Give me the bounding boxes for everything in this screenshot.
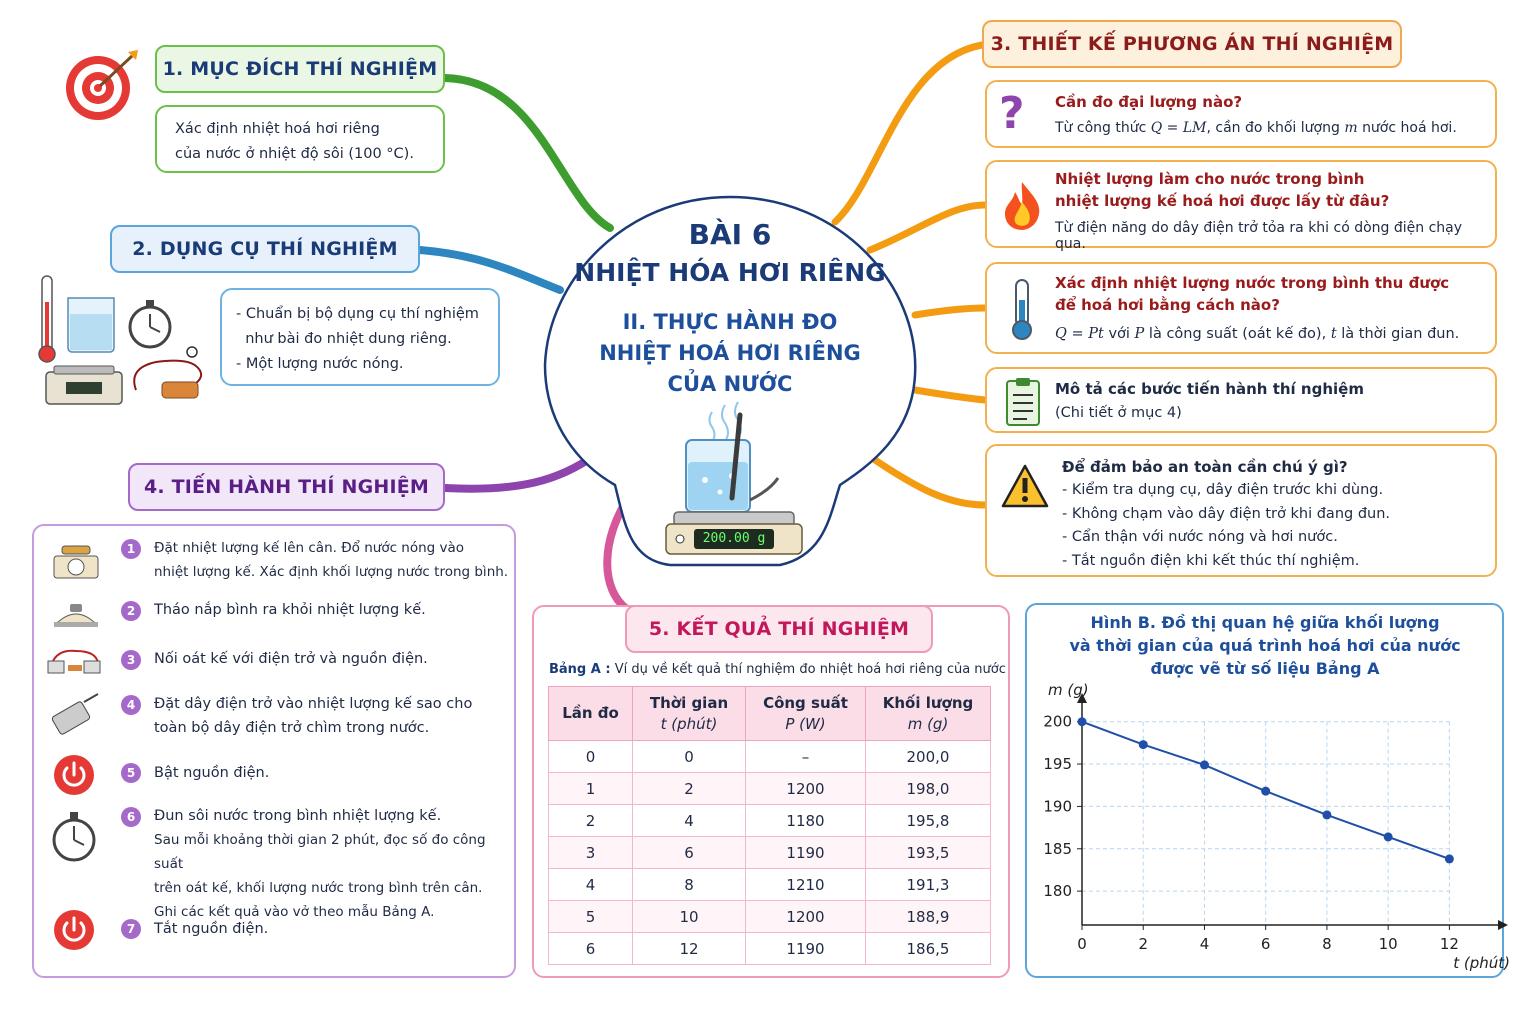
table-row <box>549 741 991 773</box>
table-cell: 1200 <box>746 773 866 805</box>
resistor-coil-icon <box>134 347 201 398</box>
x-tick-label: 10 <box>1378 935 1398 953</box>
central-topic <box>540 185 920 575</box>
table-row <box>549 773 991 805</box>
step-text: Đặt nhiệt lượng kế lên cân. Đổ nước nóng vào nhiệt lượng kế. Xác định khối lượng nước trong bình. <box>154 540 509 580</box>
header-cell: Công suất P (W) <box>746 687 866 741</box>
table-cell: 4 <box>549 869 633 901</box>
stopwatch-icon <box>50 808 98 866</box>
table-cell: 1200 <box>746 901 866 933</box>
y-tick-label: 185 <box>1043 839 1072 858</box>
x-tick-label: 0 <box>1077 935 1087 953</box>
data-point <box>1078 717 1087 726</box>
thermometer-icon <box>1009 278 1035 342</box>
table-cell: 10 <box>633 901 746 933</box>
table-cell: 1210 <box>746 869 866 901</box>
step-number: 7 <box>121 919 141 939</box>
beaker-icon <box>68 298 114 352</box>
step-text: Tắt nguồn điện. <box>154 921 269 937</box>
step-text: Tháo nắp bình ra khỏi nhiệt lượng kế. <box>154 602 426 618</box>
section4-steps <box>32 524 516 978</box>
card-answer: Từ điện năng do dây điện trở tỏa ra khi có dòng điện chạy qua. <box>1055 220 1463 252</box>
safety-list <box>1062 479 1390 573</box>
step-text: Bật nguồn điện. <box>154 765 270 781</box>
safety-item: - Kiểm tra dụng cụ, dây điện trước khi dùng. <box>1062 482 1384 498</box>
header-cell: Khối lượng m (g) <box>866 687 991 741</box>
safety-item: - Tắt nguồn điện khi kết thúc thí nghiệm. <box>1062 552 1360 569</box>
header-cell: Thời gian t (phút) <box>633 687 746 741</box>
design-card-heat-measure <box>985 262 1497 354</box>
table-header-row <box>549 687 991 741</box>
section1-content <box>155 105 445 173</box>
mass-time-chart <box>1025 603 1510 978</box>
lesson-subtitle <box>560 307 900 400</box>
wattmeter-wiring-icon <box>46 647 104 677</box>
results-table <box>548 686 991 965</box>
card-answer: Q = Pt với P là công suất (oát kế đo), t là thời gian đun. <box>1055 326 1460 342</box>
table-cell: 2 <box>549 805 633 837</box>
table-row <box>549 805 991 837</box>
step-number: 1 <box>121 539 141 559</box>
scale-icon <box>52 538 100 580</box>
y-tick-label: 190 <box>1043 797 1072 816</box>
design-card-safety <box>985 444 1497 577</box>
section2-header: 2. DỤNG CỤ THÍ NGHIỆM <box>110 225 420 273</box>
table-cell: 8 <box>633 869 746 901</box>
lesson-number: BÀI 6 <box>688 218 772 251</box>
lab-equipment-icons <box>32 272 212 412</box>
power-button-icon <box>52 908 96 952</box>
table-cell: 4 <box>633 805 746 837</box>
scale-display: 200.00 g <box>702 531 766 546</box>
chart-title: Hình B. Đồ thị quan hệ giữa khối lượng và thời gian của quá trình hoá hơi của nước được vẽ từ số liệu Bảng A <box>1069 613 1461 678</box>
table-row <box>549 869 991 901</box>
y-tick-label: 195 <box>1043 755 1072 774</box>
table-cell: 1190 <box>746 837 866 869</box>
card-question: Mô tả các bước tiến hành thí nghiệm <box>1055 380 1364 398</box>
clipboard-icon <box>1005 377 1041 427</box>
table-cell: 191,3 <box>866 869 991 901</box>
design-card-heat-source <box>985 160 1497 252</box>
x-axis-label: t (phút) <box>1453 954 1510 972</box>
section4-header: 4. TIẾN HÀNH THÍ NGHIỆM <box>128 463 445 511</box>
subtitle-line: NHIỆT HOÁ HƠI RIÊNG <box>599 341 861 365</box>
x-tick-label: 6 <box>1260 935 1271 953</box>
table-row <box>549 933 991 965</box>
scale-icon <box>46 366 122 404</box>
table-cell: 5 <box>549 901 633 933</box>
y-axis-label: m (g) <box>1048 681 1089 699</box>
table-cell: 198,0 <box>866 773 991 805</box>
safety-item: - Cẩn thận với nước nóng và hơi nước. <box>1062 529 1338 545</box>
step-number: 6 <box>121 807 141 827</box>
card-question: Xác định nhiệt lượng nước trong bình thu được để hoá hơi bằng cách nào? <box>1055 274 1450 314</box>
table-cell: – <box>746 741 866 773</box>
card-question: Để đảm bảo an toàn cần chú ý gì? <box>1062 458 1348 476</box>
step-text: Đun sôi nước trong bình nhiệt lượng kế. Sau mỗi khoảng thời gian 2 phút, đọc số đo công suất trên oát kế, khối lượng nước trong bình trên cân. Ghi các kết quả vào vở theo mẫu Bảng A. <box>154 808 486 920</box>
subtitle-line: CỦA NƯỚC <box>667 372 793 396</box>
table-cell: 1 <box>549 773 633 805</box>
table-cell: 1180 <box>746 805 866 837</box>
design-card-quantity <box>985 80 1497 148</box>
section1-line: Xác định nhiệt hoá hơi riêng <box>175 121 380 137</box>
fire-icon <box>1001 180 1043 232</box>
data-point <box>1322 810 1331 819</box>
thermometer-icon <box>39 276 55 362</box>
table-cell: 12 <box>633 933 746 965</box>
stopwatch-icon <box>130 300 170 347</box>
table-cell: 1190 <box>746 933 866 965</box>
section1-header: 1. MỤC ĐÍCH THÍ NGHIỆM <box>155 45 445 93</box>
data-point <box>1200 760 1209 769</box>
step-text: Đặt dây điện trở vào nhiệt lượng kế sao cho toàn bộ dây điện trở chìm trong nước. <box>154 696 473 736</box>
card-question: Cần đo đại lượng nào? <box>1055 93 1243 111</box>
warning-icon <box>1001 464 1049 508</box>
x-tick-label: 12 <box>1439 935 1459 953</box>
heating-resistor-icon <box>48 692 102 738</box>
step-number: 4 <box>121 695 141 715</box>
table-cell: 193,5 <box>866 837 991 869</box>
table-cell: 2 <box>633 773 746 805</box>
section5-header: 5. KẾT QUẢ THÍ NGHIỆM <box>625 605 933 653</box>
design-card-procedure <box>985 367 1497 433</box>
safety-item: - Không chạm vào dây điện trở khi đang đun. <box>1062 505 1391 522</box>
step-number: 3 <box>121 650 141 670</box>
table-row <box>549 837 991 869</box>
target-icon <box>62 48 142 124</box>
step-number: 5 <box>121 763 141 783</box>
table-cell: 6 <box>549 933 633 965</box>
card-answer: Từ công thức Q = LM, cần đo khối lượng m nước hoá hơi. <box>1055 120 1457 136</box>
x-tick-label: 4 <box>1199 935 1210 953</box>
section2-line: - Chuẩn bị bộ dụng cụ thí nghiệm <box>236 306 479 322</box>
lesson-title: NHIỆT HÓA HƠI RIÊNG <box>574 258 886 287</box>
table-cell: 188,9 <box>866 901 991 933</box>
header-cell: Lần đo <box>549 687 633 741</box>
section2-line: - Một lượng nước nóng. <box>236 356 404 372</box>
table-cell: 6 <box>633 837 746 869</box>
data-point <box>1445 854 1454 863</box>
table-cell: 0 <box>633 741 746 773</box>
section2-line: như bài đo nhiệt dung riêng. <box>236 331 452 347</box>
x-tick-label: 8 <box>1322 935 1332 953</box>
question-mark-icon: ? <box>999 88 1025 139</box>
table-cell: 195,8 <box>866 805 991 837</box>
table-cell: 3 <box>549 837 633 869</box>
subtitle-line: II. THỰC HÀNH ĐO <box>622 310 838 334</box>
card-question: Nhiệt lượng làm cho nước trong bình nhiệt lượng kế hoá hơi được lấy từ đâu? <box>1055 170 1390 210</box>
table-row <box>549 901 991 933</box>
section3-header: 3. THIẾT KẾ PHƯƠNG ÁN THÍ NGHIỆM <box>982 20 1402 68</box>
step-text: Nối oát kế với điện trở và nguồn điện. <box>154 651 428 667</box>
data-point <box>1384 832 1393 841</box>
data-point <box>1139 740 1148 749</box>
data-point <box>1261 787 1270 796</box>
x-tick-label: 2 <box>1138 935 1149 953</box>
power-button-icon <box>52 753 96 797</box>
table-cell: 186,5 <box>866 933 991 965</box>
y-tick-label: 180 <box>1043 882 1072 901</box>
card-answer: (Chi tiết ở mục 4) <box>1055 405 1182 421</box>
section1-line: của nước ở nhiệt độ sôi (100 °C). <box>175 146 414 162</box>
calorimeter-lid-icon <box>52 598 100 628</box>
table-caption: Bảng A : Ví dụ về kết quả thí nghiệm đo nhiệt hoá hơi riêng của nước <box>549 662 1006 677</box>
section2-content <box>220 288 500 386</box>
table-cell: 0 <box>549 741 633 773</box>
table-cell: 200,0 <box>866 741 991 773</box>
y-tick-label: 200 <box>1043 712 1072 731</box>
step-number: 2 <box>121 601 141 621</box>
